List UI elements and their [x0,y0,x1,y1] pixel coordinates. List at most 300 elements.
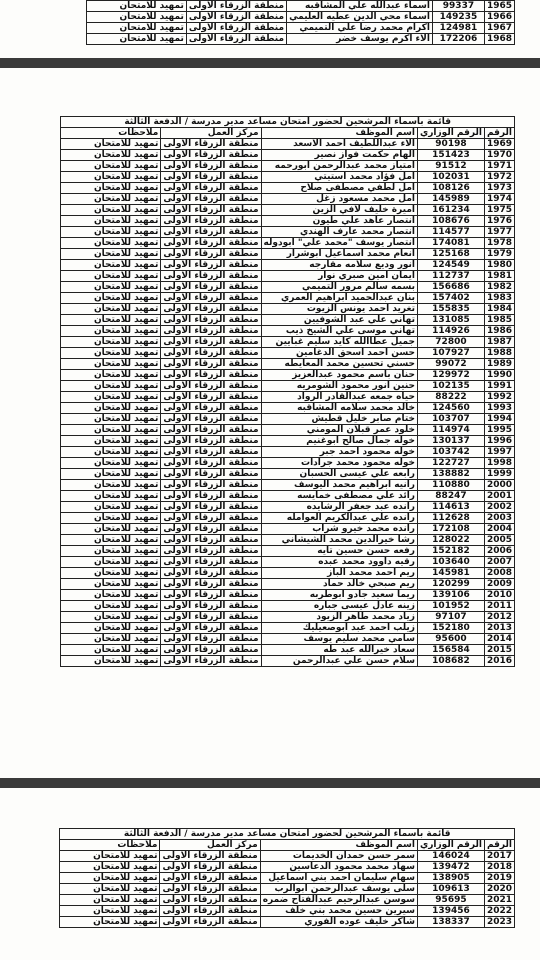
notes-cell: تمهيد للامتحان [61,293,161,304]
work-center: منطقة الزرقاء الاولى [161,271,261,282]
employee-name: حسن احمد اسحق الدغامين [261,348,417,359]
table-row [61,623,515,634]
row-number: 1969 [484,139,514,150]
row-number: 1993 [484,403,514,414]
notes-cell: تمهيد للامتحان [61,216,161,227]
row-number: 1992 [484,392,514,403]
employee-name: الاء اكرم يوسف خضر [287,34,433,45]
notes-cell: تمهيد للامتحان [61,304,161,315]
employee-name: انتصار عاهد علي طيون [261,216,417,227]
work-center: منطقة الزرقاء الاولى [161,645,261,656]
table-row [61,260,515,271]
work-center: منطقة الزرقاء الاولى [161,392,261,403]
row-number: 1978 [484,238,514,249]
employee-name: رشا خيرالدين محمد الشيشاني [261,535,417,546]
table-row [61,282,515,293]
work-center: منطقة الزرقاء الاولى [161,546,261,557]
employee-name: سوسن عبدالرحيم عبدالفتاح ضمره [260,895,417,906]
table-row [61,524,515,535]
notes-cell: تمهيد للامتحان [60,873,160,884]
table-row [60,862,515,873]
employee-name: الاء عبداللطيف احمد الاسعد [261,139,417,150]
employee-name: تغريد احمد يونس الزيوت [261,304,417,315]
candidates-table-bottom [59,828,515,928]
notes-cell: تمهيد للامتحان [61,436,161,447]
ministry-id: 151423 [417,150,484,161]
notes-cell: تمهيد للامتحان [61,524,161,535]
employee-name: ريما سعيد جادو ابوطربه [261,590,417,601]
notes-cell: تمهيد للامتحان [61,645,161,656]
work-center: منطقة الزرقاء الاولى [161,579,261,590]
table-row [61,568,515,579]
table-row [61,403,515,414]
employee-name: بسمه سالم مرور التميمي [261,282,417,293]
document-page-bottom [0,788,540,960]
ministry-id: 112737 [417,271,484,282]
work-center: منطقة الزرقاء الاولى [161,337,261,348]
employee-name: ختام صابر خليل قطيش [261,414,417,425]
work-center: منطقة الزرقاء الاولى [161,370,261,381]
row-number: 2009 [484,579,514,590]
table-row [61,634,515,645]
work-center: منطقة الزرقاء الاولى [161,513,261,524]
ministry-id: 90198 [417,139,484,150]
notes-cell: تمهيد للامتحان [61,161,161,172]
row-number: 1997 [484,447,514,458]
notes-cell: تمهيد للامتحان [61,139,161,150]
ministry-id: 102135 [417,381,484,392]
table-row [61,513,515,524]
row-number: 1996 [484,436,514,447]
employee-name: تهاني موسى علي الشيخ ذيب [261,326,417,337]
table-row [61,447,515,458]
notes-cell: تمهيد للامتحان [61,172,161,183]
col-header-notes: ملاحظات [60,840,160,851]
table-row [86,23,514,34]
notes-cell: تمهيد للامتحان [61,634,161,645]
ministry-id: 114577 [417,227,484,238]
work-center: منطقة الزرقاء الاولى [161,139,261,150]
employee-name: سلام حسن علي عبدالرحمن [261,656,417,667]
row-number: 2019 [484,873,514,884]
notes-cell: تمهيد للامتحان [61,601,161,612]
table-row [61,557,515,568]
work-center: منطقة الزرقاء الاولى [161,436,261,447]
ministry-id: 114974 [417,425,484,436]
notes-cell: تمهيد للامتحان [61,491,161,502]
row-number: 1973 [484,183,514,194]
ministry-id: 108682 [417,656,484,667]
work-center: منطقة الزرقاء الاولى [161,227,261,238]
work-center: منطقة الزرقاء الاولى [161,183,261,194]
work-center: منطقة الزرقاء الاولى [161,348,261,359]
work-center: منطقة الزرقاء الاولى [161,524,261,535]
employee-name: انعام محمد اسماعيل ابوشرار [261,249,417,260]
ministry-id: 114613 [417,502,484,513]
work-center: منطقة الزرقاء الاولى [161,414,261,425]
row-number: 2020 [484,884,514,895]
ministry-id: 107927 [417,348,484,359]
work-center: منطقة الزرقاء الاولى [161,568,261,579]
ministry-id: 95600 [417,634,484,645]
table-row [60,906,515,917]
work-center: منطقة الزرقاء الاولى [161,304,261,315]
work-center: منطقة الزرقاء الاولى [161,480,261,491]
table-row [61,491,515,502]
employee-name: سهام سليمان احمد بني اسماعيل [260,873,417,884]
ministry-id: 161234 [417,205,484,216]
table-row [60,895,515,906]
row-number: 1968 [484,34,514,45]
row-number: 2001 [484,491,514,502]
table-row [61,359,515,370]
work-center: منطقة الزرقاء الاولى [161,601,261,612]
ministry-id: 139472 [417,862,484,873]
table-row [61,458,515,469]
work-center: منطقة الزرقاء الاولى [161,381,261,392]
ministry-id: 124560 [417,403,484,414]
notes-cell: تمهيد للامتحان [60,884,160,895]
notes-cell: تمهيد للامتحان [61,381,161,392]
employee-name: حنان باسم محمود عبدالعزيز [261,370,417,381]
row-number: 2014 [484,634,514,645]
notes-cell: تمهيد للامتحان [61,282,161,293]
employee-name: ايمان امين صبري نوار [261,271,417,282]
table-row [61,601,515,612]
employee-name: رانده محمد خيرو شراب [261,524,417,535]
table-row [61,612,515,623]
ministry-id: 131085 [417,315,484,326]
row-number: 2015 [484,645,514,656]
row-number: 1985 [484,315,514,326]
notes-cell: تمهيد للامتحان [61,447,161,458]
table-row [86,12,514,23]
row-number: 1972 [484,172,514,183]
notes-cell: تمهيد للامتحان [61,205,161,216]
notes-cell: تمهيد للامتحان [60,895,160,906]
ministry-id: 99072 [417,359,484,370]
row-number: 2023 [484,917,514,928]
work-center: منطقة الزرقاء الاولى [161,293,261,304]
row-number: 1988 [484,348,514,359]
work-center: منطقة الزرقاء الاولى [186,34,286,45]
work-center: منطقة الزرقاء الاولى [161,491,261,502]
employee-name: انور وديع سلامه مقارجه [261,260,417,271]
notes-cell: تمهيد للامتحان [61,227,161,238]
employee-name: رفعه حسن حسين تايه [261,546,417,557]
work-center: منطقة الزرقاء الاولى [160,906,260,917]
notes-cell: تمهيد للامتحان [61,326,161,337]
employee-name: رائد علي مصطفى خمايسه [261,491,417,502]
ministry-id: 112628 [417,513,484,524]
employee-name: امل محمد مسعود زغل [261,194,417,205]
work-center: منطقة الزرقاء الاولى [186,12,286,23]
table-row [61,227,515,238]
notes-cell: تمهيد للامتحان [61,557,161,568]
employee-name: سلى يوسف عبدالرحمن ابوالرب [260,884,417,895]
employee-name: رابعه علي عيسى الحسبان [261,469,417,480]
notes-cell: تمهيد للامتحان [61,458,161,469]
notes-cell: تمهيد للامتحان [61,425,161,436]
row-number: 2003 [484,513,514,524]
work-center: منطقة الزرقاء الاولى [161,502,261,513]
list-title: قائمة بأسماء المرشحين لحضور امتحان مساعد مدير مدرسة / الدفعة الثالثة [61,117,515,128]
notes-cell: تمهيد للامتحان [60,906,160,917]
work-center: منطقة الزرقاء الاولى [161,425,261,436]
row-number: 1980 [484,260,514,271]
ministry-id: 101952 [417,601,484,612]
work-center: منطقة الزرقاء الاولى [161,447,261,458]
employee-name: سمر حسن حمدان الخديمات [260,851,417,862]
table-row [61,304,515,315]
row-number: 1987 [484,337,514,348]
work-center: منطقة الزرقاء الاولى [161,249,261,260]
ministry-id: 152182 [417,546,484,557]
notes-cell: تمهيد للامتحان [86,1,186,12]
notes-cell: تمهيد للامتحان [61,370,161,381]
notes-cell: تمهيد للامتحان [61,249,161,260]
ministry-id: 125168 [417,249,484,260]
ministry-id: 124549 [417,260,484,271]
employee-name: امتياز محمد عبدالرحمن ابورحمه [261,161,417,172]
ministry-id: 139106 [417,590,484,601]
table-row [60,884,515,895]
row-number: 2005 [484,535,514,546]
work-center: منطقة الزرقاء الاولى [161,282,261,293]
notes-cell: تمهيد للامتحان [61,183,161,194]
employee-name: اكرام محمد رضا علي التميمي [287,23,433,34]
work-center: منطقة الزرقاء الاولى [160,851,260,862]
table-row [61,381,515,392]
row-number: 2000 [484,480,514,491]
notes-cell: تمهيد للامتحان [61,260,161,271]
row-number: 1967 [484,23,514,34]
notes-cell: تمهيد للامتحان [61,359,161,370]
employee-name: ريم صبحي خالد حماد [261,579,417,590]
employee-name: خلود عمر قبلان المومني [261,425,417,436]
col-header-notes: ملاحظات [61,128,161,139]
row-number: 1999 [484,469,514,480]
work-center: منطقة الزرقاء الاولى [161,150,261,161]
table-row [61,315,515,326]
ministry-id: 124981 [432,23,484,34]
employee-name: سهاد محمد محمود الدعاسين [260,862,417,873]
ministry-id: 103707 [417,414,484,425]
col-header-employee-name: اسم الموظف [260,840,417,851]
employee-name: زياد محمد طاهر الزيود [261,612,417,623]
work-center: منطقة الزرقاء الاولى [161,315,261,326]
table-row [61,150,515,161]
employee-name: سيرين حسين محمد بني خلف [260,906,417,917]
table-row [61,425,515,436]
row-number: 1986 [484,326,514,337]
employee-name: رانده عبد جعفر الرشايده [261,502,417,513]
employee-name: خالد محمد سلامه المشاقبه [261,403,417,414]
notes-cell: تمهيد للامتحان [61,348,161,359]
work-center: منطقة الزرقاء الاولى [161,205,261,216]
ministry-id: 110880 [417,480,484,491]
table-row [61,348,515,359]
table-row [61,172,515,183]
work-center: منطقة الزرقاء الاولى [161,623,261,634]
ministry-id: 145981 [417,568,484,579]
table-row [61,370,515,381]
ministry-id: 156686 [417,282,484,293]
work-center: منطقة الزرقاء الاولى [161,458,261,469]
notes-cell: تمهيد للامتحان [61,194,161,205]
employee-name: اسماء محي الدين عطيه العليمي [287,12,433,23]
ministry-id: 122727 [417,458,484,469]
work-center: منطقة الزرقاء الاولى [161,238,261,249]
notes-cell: تمهيد للامتحان [60,862,160,873]
table-row [61,139,515,150]
col-header-number: الرقم [484,128,514,139]
notes-cell: تمهيد للامتحان [60,851,160,862]
work-center: منطقة الزرقاء الاولى [161,194,261,205]
ministry-id: 138882 [417,469,484,480]
row-number: 1989 [484,359,514,370]
row-number: 1991 [484,381,514,392]
notes-cell: تمهيد للامتحان [86,23,186,34]
table-row [61,337,515,348]
table-row [61,194,515,205]
candidates-table-middle [60,116,515,667]
table-row [61,293,515,304]
employee-name: حياه جمعه عبدالقادر الرواد [261,392,417,403]
employee-name: ريم احمد محمد الباز [261,568,417,579]
notes-cell: تمهيد للامتحان [61,612,161,623]
work-center: منطقة الزرقاء الاولى [161,612,261,623]
employee-name: رانيه ابراهيم محمد اليوسف [261,480,417,491]
row-number: 2018 [484,862,514,873]
notes-cell: تمهيد للامتحان [61,502,161,513]
ministry-id: 108676 [417,216,484,227]
list-title: قائمة بأسماء المرشحين لحضور امتحان مساعد مدير مدرسة / الدفعة الثالثة [60,829,515,840]
notes-cell: تمهيد للامتحان [61,414,161,425]
work-center: منطقة الزرقاء الاولى [161,172,261,183]
notes-cell: تمهيد للامتحان [61,590,161,601]
employee-name: خوله جمال صالح ابوغنيم [261,436,417,447]
notes-cell: تمهيد للامتحان [61,469,161,480]
table-row [61,469,515,480]
row-number: 1995 [484,425,514,436]
ministry-id: 91512 [417,161,484,172]
employee-name: حسني تحسين محمد المعايطه [261,359,417,370]
row-number: 2004 [484,524,514,535]
notes-cell: تمهيد للامتحان [61,337,161,348]
candidates-table-top [86,0,515,45]
employee-name: جميل عطاالله كايد سليم غبايين [261,337,417,348]
work-center: منطقة الزرقاء الاولى [160,862,260,873]
work-center: منطقة الزرقاء الاولى [186,1,286,12]
employee-name: حنين انور محمود الشومريه [261,381,417,392]
work-center: منطقة الزرقاء الاولى [161,590,261,601]
row-number: 1971 [484,161,514,172]
employee-name: انتصار يوسف "محمد علي" ابودوله [261,238,417,249]
table-row [61,183,515,194]
row-number: 2010 [484,590,514,601]
work-center: منطقة الزرقاء الاولى [161,656,261,667]
ministry-id: 130137 [417,436,484,447]
notes-cell: تمهيد للامتحان [61,403,161,414]
row-number: 2011 [484,601,514,612]
col-header-work-center: مركز العمل [161,128,261,139]
employee-name: اسماء عبدالله علي المشاقبه [287,1,433,12]
table-row [61,579,515,590]
work-center: منطقة الزرقاء الاولى [161,535,261,546]
work-center: منطقة الزرقاء الاولى [160,895,260,906]
notes-cell: تمهيد للامتحان [61,238,161,249]
notes-cell: تمهيد للامتحان [61,656,161,667]
row-number: 2016 [484,656,514,667]
ministry-id: 146024 [417,851,484,862]
notes-cell: تمهيد للامتحان [61,579,161,590]
row-number: 1998 [484,458,514,469]
ministry-id: 128022 [417,535,484,546]
ministry-id: 152180 [417,623,484,634]
ministry-id: 72800 [417,337,484,348]
employee-name: شاكر خليف عوده الفوري [260,917,417,928]
ministry-id: 120299 [417,579,484,590]
ministry-id: 109613 [417,884,484,895]
employee-name: زيلب احمد عبد ابوصعيليك [261,623,417,634]
document-page-middle [0,68,540,778]
employee-name: اميرة خليف لافي الزين [261,205,417,216]
row-number: 1977 [484,227,514,238]
employee-name: سعاد خيرالله عبد طه [261,645,417,656]
notes-cell: تمهيد للامتحان [61,480,161,491]
work-center: منطقة الزرقاء الاولى [160,917,260,928]
table-row [60,873,515,884]
notes-cell: تمهيد للامتحان [61,392,161,403]
col-header-ministry-id: الرقم الوزاري [417,128,484,139]
table-row [86,34,514,45]
ministry-id: 139456 [417,906,484,917]
employee-name: انتصار محمد عارف الهندي [261,227,417,238]
notes-cell: تمهيد للامتحان [61,271,161,282]
work-center: منطقة الزرقاء الاولى [161,161,261,172]
table-row [61,480,515,491]
employee-name: سامي محمد سليم يوسف [261,634,417,645]
ministry-id: 172206 [432,34,484,45]
table-row [60,851,515,862]
notes-cell: تمهيد للامتحان [61,568,161,579]
notes-cell: تمهيد للامتحان [61,513,161,524]
row-number: 1966 [484,12,514,23]
table-row [61,590,515,601]
table-row [61,502,515,513]
row-number: 1979 [484,249,514,260]
table-row [61,161,515,172]
ministry-id: 172108 [417,524,484,535]
row-number: 2002 [484,502,514,513]
row-number: 1975 [484,205,514,216]
employee-name: الهام حكمت فواز نصير [261,150,417,161]
row-number: 2022 [484,906,514,917]
work-center: منطقة الزرقاء الاولى [161,469,261,480]
row-number: 1970 [484,150,514,161]
row-number: 1994 [484,414,514,425]
notes-cell: تمهيد للامتحان [61,623,161,634]
work-center: منطقة الزرقاء الاولى [186,23,286,34]
row-number: 2006 [484,546,514,557]
table-row [61,535,515,546]
employee-name: بنان عبدالحميد ابراهيم العمري [261,293,417,304]
notes-cell: تمهيد للامتحان [86,12,186,23]
table-row [61,546,515,557]
ministry-id: 145989 [417,194,484,205]
ministry-id: 102031 [417,172,484,183]
